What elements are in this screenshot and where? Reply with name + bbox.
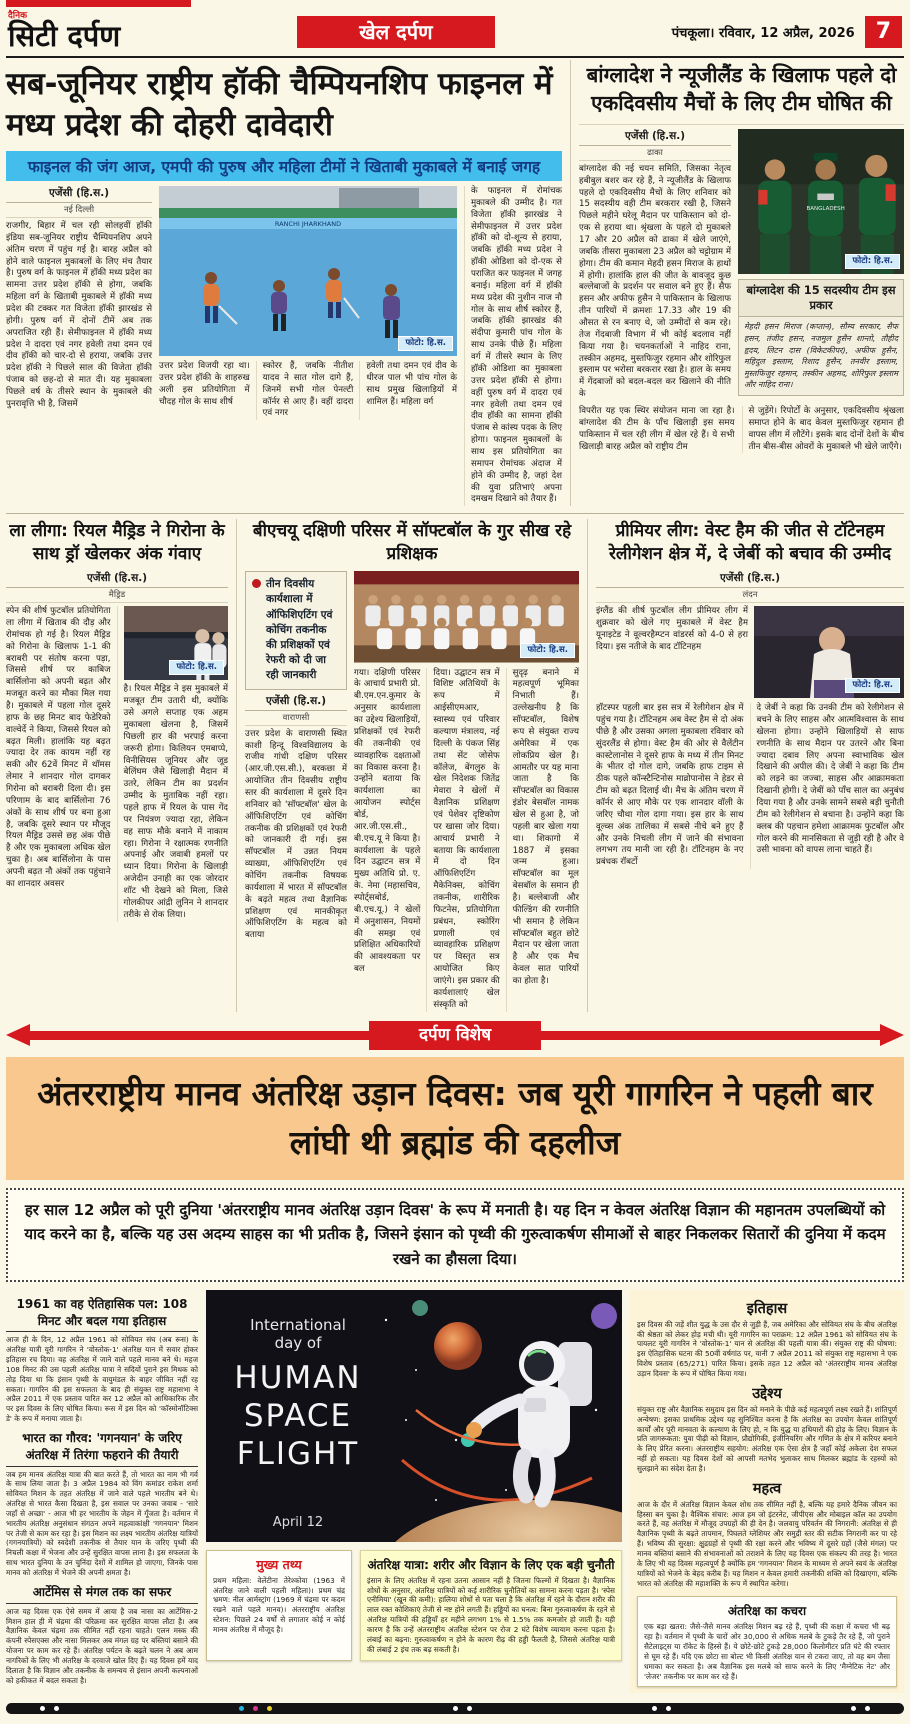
hockey-photo-art — [159, 186, 457, 356]
team-box-title: बांग्लादेश की 15 सदस्यीय टीम इस प्रकार — [739, 280, 903, 317]
poster-line2: day of — [274, 1333, 322, 1352]
bangladesh-col-right — [738, 129, 904, 401]
middle-articles-row — [6, 513, 904, 1011]
importance-title: महत्व — [752, 1480, 782, 1497]
team-box-list: मेहदी हसन मिराज (कप्तान), सौम्य सरकार, सैफ हसन, तंजीद हसन, नजमुल हुसैन शान्तो, तौहीद हृदय, लिटन दास (विकेटकीपर), अफीफ हुसैन, महिदुल इस्लाम, रिशाद हुसैन, तनवीर इस्लाम, मुस्तफिजुर रहमान, तस्कीन अहमद, शोरिफुल इस्लाम और नाहिद राना। — [744, 322, 898, 390]
poster-big1: HUMAN — [234, 1359, 362, 1396]
premier-headline: प्रीमियर लीग: वेस्ट हैम की जीत से टॉटेनहम रेलीगेशन क्षेत्र में, दे जेबीं को बचाव की उम्मीद — [608, 521, 891, 565]
premier-top-row — [596, 606, 904, 698]
bhu-text-b: गया। दक्षिणी परिसर के आचार्य प्रभारी प्रो. बी.एम.एन.कुमार के अनुसार कार्यशाला का उद्देश्य खिलाड़ियों, प्रशिक्षकों एवं रेफरी की तकनीकी एवं व्यावहारिक दक्षताओं का विकास करना है। उन्होंने बताया कि कार्यशाला का आयोजन स्पोर्ट्स बोर्ड, आर.जी.एस.सी., बी.एच.यू ने किया है। कार्यशाला के पहले दिन उद्घाटन सत्र में मुख्य अतिथि प्रो. ए. के. नेमा (महासचिव, स्पोर्ट्सबोर्ड, बी.एच.यू.) ने खेलों में अनुशासन, नियमों की समझ एवं प्रशिक्षित अधिकारियों की आवश्यकता पर बल — [354, 667, 421, 975]
laliga-headline: ला लीगा: रियल मैड्रिड ने गिरोना के साथ ड्रॉ खेलकर अंक गंवाए — [9, 521, 225, 565]
premier-text-b: दे जेबीं ने कहा कि उनकी टीम को रेलीगेशन से बचने के लिए साहस और आत्मविश्वास के साथ खेलना होगा। उन्होंने खिलाड़ियों से साफ रणनीति के साथ मैदान पर उतरने और बिना ज्यादा दबाव लिए अपना स्वाभाविक खेल दिखाने की अपील की। दे जेबीं ने कहा कि टीम को लड़ने का जज्बा, साहस और आक्रामकता दिखानी होगी। दे जेबीं को पाँच साल का अनुबंध दिया गया है और उनके सामने सबसे बड़ी चुनौती टीम को रेलीगेशन से बचाना है। उन्होंने कहा कि क्लब की पहचान हमेशा आक्रामक फुटबॉल और गोल करने की मानसिकता से जुड़ी रही है और वे उसी भावना को वापस लाना चाहते हैं। — [750, 703, 905, 869]
hockey-photo-credit: फोटो: हि.स. — [398, 336, 453, 351]
hockey-col-left — [6, 186, 152, 506]
bhu-text-a: उत्तर प्रदेश के वाराणसी स्थित काशी हिन्दू विश्वविद्यालय के राजीव गांधी दक्षिण परिसर (आर.जी.एस.सी.), बरकछा में आयोजित तीन दिवसीय राष्ट्रीय स्तर की कार्यशाला में दूसरे दिन शनिवार को 'सॉफ्टबॉल' खेल के ऑफिशिएटिंग एवं कोचिंग तकनीक की प्रशिक्षकों एवं रेफरी को जानकारी दी गई। इस सॉफ्टबॉल में उन्नत नियम व्याख्या, ऑफिशिएटिंग एवं कोचिंग तकनीक विषयक कार्यशाला में भारत में सॉफ्टबॉल के बढ़ते महत्व तथा वैज्ञानिक प्रशिक्षण एवं मानकीकृत ऑफिशिएटिंग के महत्व को बताया — [245, 728, 347, 941]
space-debris-box — [637, 1596, 897, 1687]
space-debris-text: एक बड़ा खतरा: जैसे-जैसे मानव अंतरिक्ष मिशन बढ़ रहे हैं, पृथ्वी की कक्षा में कचरा भी बढ़ रहा है। वर्तमान में पृथ्वी के चारों ओर 30,000 से अधिक मलबे के टुकड़े तैर रहे हैं, जो पुराने सैटेलाइट्स या रॉकेट के हिस्से हैं। ये छोटे-छोटे टुकड़े 28,000 किलोमीटर प्रति घंटे की रफ्तार से घूम रहे हैं। यदि एक छोटा सा बोल्ट भी किसी अंतरिक्ष यान से टकरा जाए, तो वह बम जैसा धमाका कर सकता है। अब वैज्ञानिक इस मलबे को साफ करने के लिए 'मैग्नेटिक नेट' और 'लेजर' तकनीक पर काम कर रहे हैं। — [644, 1622, 890, 1681]
hockey-col-middle — [159, 186, 457, 506]
poster-big3: FLIGHT — [236, 1435, 360, 1472]
red-planet — [434, 1322, 482, 1370]
masthead-title: सिटी दर्पण — [8, 19, 121, 53]
premier-place: लंदन — [596, 588, 904, 603]
special-bottom-boxes — [206, 1550, 622, 1661]
premier-byline: एजेंसी (हि.स.) — [596, 571, 904, 588]
bhu-workshop-photo — [354, 571, 579, 663]
special-content-grid — [6, 1290, 904, 1694]
article-bhu-softball — [236, 519, 588, 1011]
bhu-text-c: दिया। उद्घाटन सत्र में विशिष्ट अतिथियों के रूप में आईसीएमआर, स्वास्थ्य एवं परिवार कल्याण मंत्रालय, नई दिल्ली के पंकज सिंह तथा सेंट जोसेफ कॉलेज, बेंगलुरु के खेल निदेशक जितेंद्र मेवारा ने खेलों में वैज्ञानिक प्रशिक्षण एवं पेशेवर दृष्टिकोण पर खासा जोर दिया। आचार्य प्रभारी ने बताया कि कार्यशाला में दो दिन ऑफिशिएटिंग मैकेनिक्स, कोचिंग तकनीक, शारीरिक फिटनेस, प्रतियोगिता प्रबंधन, स्कोरिंग प्रणाली एवं व्यावहारिक प्रशिक्षण पर विस्तृत सत्र आयोजित किए जाएंगे। इस प्रकार की कार्यशालाएं खेल संस्कृति को — [426, 668, 499, 1012]
history-text: इस दिवस की जड़ें शीत युद्ध के उस दौर से जुड़ी हैं, जब अमेरिका और सोवियत संघ के बीच अंतरिक्ष की श्रेष्ठता को लेकर होड़ मची थी। यूरी गागरिन का पराक्रम: 12 अप्रैल 1961 को सोवियत संघ के पायलट यूरी गागरिन ने 'वोस्तोक-1' यान से अंतरिक्ष की पहली यात्रा की। संयुक्त राष्ट्र की घोषणा: इस ऐतिहासिक घटना की 50वीं वर्षगांठ पर, यानी 7 अप्रैल 2011 को संयुक्त राष्ट्र महासभा ने एक विशेष प्रस्ताव (65/271) पारित किया। इसके तहत 12 अप्रैल को 'अंतरराष्ट्रीय मानव अंतरिक्ष उड़ान दिवस' के रूप में घोषित किया गया। — [637, 1319, 897, 1379]
space-day-poster — [206, 1290, 622, 1542]
hockey-text-b: स्कोरर हैं, जबकि नीतीश यादव ने सात गोल दागे हैं, जिनमें सभी गोल पेनल्टी कॉर्नर से आए हैं। वहीं दादरा एवं नगर — [256, 361, 354, 420]
masthead — [8, 12, 120, 51]
article-laliga — [6, 519, 228, 1011]
darpan-vishesh-banner — [6, 1021, 904, 1050]
hockey-place: नई दिल्ली — [6, 203, 152, 218]
bhu-col-right — [354, 571, 579, 1011]
dot-group-2 — [453, 1706, 472, 1711]
top-articles-row — [6, 58, 904, 506]
key-facts-text: प्रथम महिला: वेलेंटीना तेरेश्कोवा (1963 में अंतरिक्ष जाने वाली पहली महिला)। प्रथम चंद्र भ्रमण: नील आर्मस्ट्रांग (1969 में चंद्रमा पर कदम रखने वाले पहले मानव)। अंतरराष्ट्रीय अंतरिक्ष स्टेशन: पिछले 24 वर्षों से लगातार कोई न कोई मानव अंतरिक्ष में मौजूद है। — [213, 1575, 345, 1635]
laliga-photo — [124, 606, 229, 680]
premier-photo-credit: फोटो: हि.स. — [845, 678, 900, 693]
premier-bottom-columns — [596, 703, 904, 869]
group-row-back-bodies — [365, 605, 563, 626]
bangladesh-body — [579, 129, 904, 401]
hockey-sub-columns — [159, 361, 457, 420]
article-bangladesh-team — [570, 60, 904, 506]
article-hockey-final — [6, 60, 562, 506]
header-right — [672, 16, 902, 48]
bhu-bottom-columns — [354, 668, 579, 1012]
history-title: इतिहास — [746, 1300, 788, 1317]
bangladesh-text-left: बांग्लादेश की नई चयन समिति, जिसका नेतृत्व हबीबुल बशर कर रहे हैं, ने न्यूजीलैंड के खिलाफ पहले दो एकदिवसीय मैचों के लिए शनिवार को 15 सदस्यीय वही टीम बरकरार रखी है, जिसने पिछले महीने घरेलू मैदान पर पाकिस्तान को दो-एक से हराया था। श्रृंखला के पहले दो मुकाबले 17 और 20 अप्रैल को ढाका में खेले जाएंगे, जबकि तीसरा मुकाबला 23 अप्रैल को चट्टोग्राम में होगा। टीम की कमान मेहदी हसन मिराज के हाथों में होगी। हालांकि हाल की जीत के बावजूद कुछ बल्लेबाजों के प्रदर्शन पर सवाल बने हुए हैं। सैफ हसन और अफीफ हुसैन ने पाकिस्तान के खिलाफ तीन पारियों में क्रमशः 17.33 और 19 की औसत से रन बनाए थे, जो उम्मीदों से कम रहे। तेज गेंदबाजी विभाग में भी कोई बदलाव नहीं किया गया है। चयनकर्ताओं ने नाहिद राना, तस्कीन अहमद, मुस्तफिजुर रहमान और शोरिफुल इस्लाम पर भरोसा बरकरार रखा है। हाल के समय में गेंदबाजों को बदल-बदल कर खिलाने की नीति के — [579, 163, 731, 400]
special-headline: अंतरराष्ट्रीय मानव अंतरिक्ष उड़ान दिवस: जब यूरी गागरिन ने पहली बार लांघी थी ब्रह्मांड की दहलीज — [6, 1057, 904, 1180]
bangladesh-headline: बांग्लादेश ने न्यूजीलैंड के खिलाफ पहले दो एकदिवसीय मैचों के लिए टीम घोषित की — [579, 60, 904, 124]
bangladesh-text-a: विपरीत यह एक स्थिर संयोजन माना जा रहा है। बांग्लादेश की टीम के पाँच खिलाड़ी इस समय पाकिस्तान में चल रही लीग में खेल रहे हैं। ये सभी खिलाड़ी बारह अप्रैल को राष्ट्रीय टीम — [579, 405, 735, 452]
bhu-byline: एजेंसी (हि.स.) — [245, 694, 347, 711]
laliga-text-a: स्पेन की शीर्ष फुटबॉल प्रतियोगिता ला लीगा में खिताब की दौड़ और रोमांचक हो गई है। रियल मैड्रिड को गिरोना के खिलाफ 1-1 की बराबरी पर संतोष करना पड़ा, जिससे शीर्ष पर काबिज बार्सिलोना को अपनी बढ़त और मजबूत करने का मौका मिल गया है। मुकाबले में पहला गोल दूसरे हाफ के छह मिनट बाद फेडेरिको वाल्वेर्दे ने किया, जिससे रियल को बढ़त मिली। हालांकि यह बढ़त ज्यादा देर तक कायम नहीं रह सकी और 62वें मिनट में थॉमस लेमार ने शानदार गोल दागकर गिरोना को बराबरी दिला दी। इस परिणाम के बाद बार्सिलोना 76 अंकों के साथ शीर्ष पर बना हुआ है, जबकि दूसरे स्थान पर मौजूद रियल मैड्रिड उससे छह अंक पीछे है और एक मुकाबला अधिक खेल चुका है। अब बार्सिलोना के पास अपनी बढ़त नौ अंकों तक पहुंचाने का शानदार अवसर — [6, 606, 111, 889]
poster-big2: SPACE — [243, 1397, 353, 1434]
bangladesh-byline: एजेंसी (हि.स.) — [579, 129, 731, 146]
hockey-subheadline: फाइनल की जंग आज, एमपी की पुरुष और महिला टीमों ने खिताबी मुकाबले में बनाई जगह — [6, 151, 562, 181]
special-left-text-1: आज ही के दिन, 12 अप्रैल 1961 को सोवियत संघ (अब रूस) के अंतरिक्ष यात्री यूरी गागरिन ने 'वोस्तोक-1' अंतरिक्ष यान में सवार होकर इतिहास रच दिया। वह अंतरिक्ष में जाने वाले पहले मानव बने थे। महज 108 मिनट की उस पहली अंतरिक्ष यात्रा ने सदियों पुराने इस मिथक को तोड़ दिया था कि इंसान पृथ्वी के वायुमंडल के बाहर जीवित नहीं रह सकता। गागरिन की इस सफलता के बाद ही संयुक्त राष्ट्र महासभा ने अप्रैल 2011 में एक प्रस्ताव पारित कर 12 अप्रैल को आधिकारिक तौर पर इस दिवस के लिए घोषित किया। रूस में इस दिन को 'कॉस्मोनॉटिक्स डे' के रूप में मनाया जाता है। — [6, 1335, 198, 1424]
space-challenge-title: अंतरिक्ष यात्रा: शरीर और विज्ञान के लिए एक बड़ी चुनौती — [367, 1557, 615, 1572]
space-debris-title: अंतरिक्ष का कचरा — [727, 1604, 807, 1619]
space-challenge-box — [360, 1550, 622, 1661]
laliga-byline: एजेंसी (हि.स.) — [6, 571, 228, 588]
green-planet — [412, 1300, 428, 1316]
dot-group-4 — [851, 1706, 870, 1711]
hockey-body — [6, 186, 562, 506]
special-center-column — [206, 1290, 622, 1694]
purple-planet — [591, 1303, 617, 1329]
special-section-label: दर्पण विशेष — [369, 1021, 541, 1050]
key-facts-box — [206, 1550, 352, 1661]
dot-group-3 — [652, 1706, 671, 1711]
importance-text: आज के दौर में अंतरिक्ष विज्ञान केवल शोध तक सीमित नहीं है, बल्कि यह हमारे दैनिक जीवन का हिस्सा बन चुका है। वैश्विक संचार: आज हम जो इंटरनेट, जीपीएस और मोबाइल कॉल का उपयोग करते हैं, वह अंतरिक्ष में मौजूद उपग्रहों की ही देन है। जलवायु परिवर्तन की निगरानी: अंतरिक्ष से ही वैज्ञानिक पृथ्वी के बढ़ते तापमान, पिघलते ग्लेशियर और समुद्री स्तर की सटीक निगरानी कर पा रहे हैं। भविष्य की सुरक्षा: क्षुद्रग्रहों से पृथ्वी की रक्षा करने और भविष्य में दूसरे ग्रहों (जैसे मंगल) पर मानव बस्तियां बसाने की संभावनाओं को तराशने के लिए यह दिवस एक संकल्प की तरह है। भारत के लिए भी यह दिवस महत्वपूर्ण है क्योंकि हम 'गगनयान' मिशन के माध्यम से अपने स्वयं के अंतरिक्ष यात्रियों को भेजने के बेहद करीब हैं। यह मिशन न केवल हमारी तकनीकी शक्ति को दिखाएगा, बल्कि भारत को अंतरिक्ष की महाशक्ति के रूप में स्थापित करेगा। — [637, 1499, 897, 1588]
special-left-column — [6, 1290, 198, 1694]
premier-text-a: हॉटस्पर पहली बार इस सत्र में रेलीगेशन क्षेत्र में पहुंच गया है। टॉटिनहम अब वेस्ट हैम से दो अंक पीछे है और उसका अगला मुकाबला रविवार को सुंदरलैंड से होगा। वेस्ट हैम की ओर से वैलेंटीन कास्टेलानोस ने दूसरे हाफ के मध्य में तीन मिनट के भीतर दो गोल दागे, जबकि हाफ टाइम से ठीक पहले कॉन्स्टैन्टिनोस माव्रोपानोस ने हेडर से टीम को बढ़त दिलाई थी। मैच के अंतिम चरण में कॉर्नर से आए मौके पर एक शानदार वॉली के जरिए चौथा गोल दागा गया। इस हार के साथ वूल्व्स अंक तालिका में सबसे नीचे बने हुए हैं और उनके निचली लीग में जाने की संभावना लगभग तय मानी जा रही है। टॉटिनहम के नए प्रबंधक रॉबर्टो — [596, 703, 744, 868]
bangladesh-text-b: से जुड़ेंगे। रिपोर्टों के अनुसार, एकदिवसीय श्रृंखला समाप्त होने के बाद केवल मुस्तफिजुर रहमान ही वापस लीग में लौटेंगे। इसके बाद दोनों देशों के बीच तीन बीस-बीस ओवरों के मुकाबले भी खेले जाएँगे। — [742, 406, 905, 453]
bangladesh-photo-credit: फोटो: हि.स. — [845, 254, 900, 269]
hockey-text-right: के फाइनल में रोमांचक मुकाबले की उम्मीद है। गत विजेता हॉकी झारखंड ने सेमीफाइनल में उत्तर प्रदेश हॉकी को दो-शून्य से हराया, जबकि हॉकी मध्य प्रदेश ने हॉकी ओडिशा को दो-एक से पराजित कर फाइनल में जगह बनाई। महिला वर्ग में हॉकी मध्य प्रदेश की नुशीन नाज नौ गोल के साथ शीर्ष स्कोरर हैं, जबकि हॉकी झारखंड की संदीपा कुमारी पांच गोल के साथ उनके पीछे हैं। महिला वर्ग में तीसरे स्थान के लिए हॉकी ओडिशा का मुकाबला उत्तर प्रदेश हॉकी से होगा। वहीं पुरुष वर्ग में दादरा एवं नगर हवेली तथा दमन एवं दीव हॉकी का सामना हॉकी पंजाब से कांस्य पदक के लिए होगा। फाइनल मुकाबलों के साथ इस प्रतियोगिता का समापन रोमांचक अंदाज में होने की उम्मीद है, जहां देश की युवा प्रतिभाएं अपना दमखम दिखाने को तैयार हैं। — [464, 186, 562, 506]
article-premier-league — [596, 519, 904, 1011]
premier-intro-text: इंग्लैंड की शीर्ष फुटबॉल लीग प्रीमियर लीग में शुक्रवार को खेले गए मुकाबले में वेस्ट हैम यूनाइटेड ने वूल्वरहैम्प्टन वांडरर्स को 4-0 से हरा दिया। इस नतीजे के बाद टॉटिनहम — [596, 606, 748, 652]
bangladesh-team-photo — [738, 129, 904, 275]
laliga-col-right — [117, 606, 229, 922]
hockey-text-c: हवेली तथा दमन एवं दीव के धीरज पाल भी पांच गोल के साथ प्रमुख खिलाड़ियों में शामिल हैं। महिला वर्ग — [359, 361, 457, 420]
bangladesh-place: ढाका — [579, 146, 731, 161]
laliga-text-b: है। रियल मैड्रिड ने इस मुकाबले में मजबूत टीम उतारी थी, क्योंकि उसे अगले सप्ताह एक अहम मुकाबला खेलना है, जिसमें पिछली हार की भरपाई करना जरूरी होगा। किलियन एमबाप्पे, विनीसियस जूनियर और जूड बेलिंघम जैसे खिलाड़ी मैदान में उतरे, लेकिन टीम का प्रदर्शन उम्मीद के मुताबिक नहीं रहा। पहले हाफ में रियल के पास गेंद पर नियंत्रण ज्यादा रहा, लेकिन वह साफ मौके बनाने में नाकाम रहा। गिरोना ने रक्षात्मक रणनीति अपनाई और जवाबी हमलों पर ध्यान दिया। गिरोना के खिलाड़ी अजेदीन उनाही का एक जोरदार शॉट भी देखने को मिला, जिसे गोलकीपर आंद्री लुनिन ने शानदार तरीके से रोक लिया। — [123, 684, 228, 920]
bhu-headline: बीएचयू दक्षिणी परिसर में सॉफ्टबॉल के गुर सीख रहे प्रशिक्षक — [252, 521, 572, 565]
hockey-board-text: RANCHI JHARKHAND — [274, 220, 342, 229]
purpose-text: संयुक्त राष्ट्र और वैज्ञानिक समुदाय इस दिन को मनाने के पीछे कई महत्वपूर्ण लक्ष्य रखते हैं। शांतिपूर्ण अन्वेषण: इसका प्राथमिक उद्देश्य यह सुनिश्चित करना है कि अंतरिक्ष का उपयोग केवल शांतिपूर्ण कार्यों और पूरी मानवता के कल्याण के लिए हो, न कि युद्ध या हथियारों की होड़ के लिए। विज्ञान के प्रति जागरूकता: युवा पीढ़ी को विज्ञान, प्रौद्योगिकी, इंजीनियरिंग और गणित के क्षेत्र में करियर बनाने के लिए प्रेरित करना। अंतरराष्ट्रीय सहयोग: अंतरिक्ष एक ऐसा क्षेत्र है जहाँ कोई अकेला देश सफल नहीं हो सकता। यह दिवस देशों को आपसी मतभेद भुलाकर साथ मिलकर ब्रह्मांड के रहस्यों को सुलझाने का संदेश देता है। — [637, 1404, 897, 1473]
hockey-headline: सब-जूनियर राष्ट्रीय हॉकी चैम्पियनशिप फाइनल में मध्य प्रदेश की दोहरी दावेदारी — [6, 66, 553, 143]
banner-bar-left — [30, 1031, 369, 1040]
left-arrow-icon — [6, 1024, 30, 1046]
banner-bar-right — [541, 1031, 880, 1040]
top-red-strip — [6, 0, 191, 7]
hockey-text-left: राजगीर, बिहार में चल रही सोलहवीं हॉकी इंडिया सब-जूनियर राष्ट्रीय चैम्पियनशिप अपने अंतिम चरण में पहुंच गई है। बारह अप्रैल को होने वाले फाइनल मुकाबलों के लिए मंच तैयार है। पुरुष वर्ग के फाइनल में हॉकी मध्य प्रदेश का सामना उत्तर प्रदेश हॉकी से होगा, जबकि महिला वर्ग के खिताबी मुकाबले में हॉकी मध्य प्रदेश की टक्कर गत विजेता हॉकी झारखंड से होगी। पुरुष वर्ग में दोनों टीमें अब तक अपराजित रही हैं। सेमीफाइनल में हॉकी मध्य प्रदेश ने दादरा एवं नगर हवेली तथा दमन एवं दीव हॉकी को चार-दो से हराया, जबकि उत्तर प्रदेश हॉकी ने पिछले साल की विजेता हॉकी पंजाब को छह-दो से मात दी। यह मुकाबला पिछले वर्ष के तीसरे स्थान के मुकाबले की पुनरावृत्ति भी है, जिसमें — [6, 221, 152, 409]
purpose-title: उद्देश्य — [752, 1385, 782, 1402]
page-number-badge: 7 — [865, 16, 902, 48]
bhu-photo-credit: फोटो: हि.स. — [520, 643, 575, 658]
special-left-title-1: 1961 का वह ऐतिहासिक पल: 108 मिनट और बदल गया इतिहास — [6, 1293, 198, 1333]
special-left-title-2: भारत का गौरव: 'गगनयान' के जरिए अंतरिक्ष में तिरंगा फहराने की तैयारी — [6, 1427, 198, 1467]
special-left-text-2: जब हम मानव अंतरिक्ष यात्रा की बात करते हैं, तो भारत का नाम भी गर्व के साथ लिया जाता है। 3 अप्रैल 1984 को विंग कमांडर राकेश शर्मा सोवियत मिशन के तहत अंतरिक्ष में जाने वाले पहले भारतीय बने थे। अंतरिक्ष से भारत कैसा दिखता है, इस सवाल पर उनका जवाब - 'सारे जहाँ से अच्छा' - आज भी हर भारतीय के जेहन में गूँजता है। वर्तमान में भारतीय अंतरिक्ष अनुसंधान संगठन अपने महत्वाकांक्षी 'गगनयान' मिशन पर तेजी से काम कर रहा है। इस मिशन का लक्ष्य भारतीय अंतरिक्ष यात्रियों (गगनयात्रियों) को स्वदेशी तकनीक से तैयार यान के जरिए पृथ्वी की निचली कक्षा में भेजना और उन्हें सुरक्षित वापस लाना है। इस सफलता के साथ भारत दुनिया के उन चुनिंदा देशों में शामिल हो जाएगा, जिनके पास मानव को अंतरिक्ष में भेजने की अपनी क्षमता है। — [6, 1469, 198, 1578]
key-facts-title: मुख्य तथ्य — [256, 1556, 302, 1572]
poster-line1: International — [250, 1315, 346, 1334]
dateline: पंचकूला। रविवार, 12 अप्रैल, 2026 — [671, 25, 855, 41]
bangladesh-team-box — [738, 279, 904, 396]
right-arrow-icon — [880, 1024, 904, 1046]
jersey-text: BANGLADESH — [806, 205, 845, 212]
bhu-place: वाराणसी — [245, 711, 347, 726]
space-challenge-text: इंसान के लिए अंतरिक्ष में रहना उतना आसान नहीं है जितना फिल्मों में दिखता है। वैज्ञानिक शोधों के अनुसार, अंतरिक्ष यात्रियों को कई शारीरिक चुनौतियों का सामना करना पड़ता है। 'स्पेस एनीमिया' (खून की कमी): हालिया शोधों से पता चला है कि अंतरिक्ष में रहने के दौरान शरीर की लाल रक्त कोशिकाएं तेजी से नष्ट होने लगती हैं। हड्डियों का घनत्व: बिना गुरुत्वाकर्षण के रहने से अंतरिक्ष यात्रियों की हड्डियाँ हर महीने लगभग 1% से 1.5% तक कमजोर हो जाती हैं। यही कारण है कि उन्हें अंतरराष्ट्रीय अंतरिक्ष स्टेशन पर रोज 2 घंटे विशेष व्यायाम करना पड़ता है। लंबाई का बढ़ना: गुरुत्वाकर्षण न होने के कारण रीढ़ की हड्डी फैलती है, जिससे अंतरिक्ष यात्री की लंबाई 2 इंच तक बढ़ सकती है। — [367, 1575, 615, 1654]
color-bar-icons — [239, 1706, 272, 1711]
print-registration-bar — [6, 1703, 904, 1714]
bhu-highlight-box — [245, 571, 347, 690]
page-header — [6, 7, 904, 58]
bhu-highlight-text: तीन दिवसीय कार्यशाला में ऑफिशिएटिंग एवं कोचिंग तकनीक की प्रशिक्षकों एवं रेफरी को दी जा रही जानकारी — [266, 578, 333, 682]
special-intro: हर साल 12 अप्रैल को पूरी दुनिया 'अंतरराष्ट्रीय मानव अंतरिक्ष उड़ान दिवस' के रूप में मनाती है। यह दिन न केवल अंतरिक्ष विज्ञान की महानतम उपलब्धियों को याद करने का है, बल्कि यह उस अदम्य साहस का भी प्रतीक है, जिसने इंसान को पृथ्वी की गुरुत्वाकर्षण सीमाओं से बाहर निकलकर सितारों की दुनिया में कदम रखने का हौसला दिया। — [6, 1188, 904, 1282]
premier-photo — [754, 606, 904, 698]
bangladesh-bottom-columns — [579, 406, 904, 453]
hockey-text-a: उत्तर प्रदेश विजयी रहा था। उत्तर प्रदेश हॉकी के शाहरुख अली इस प्रतियोगिता में चौदह गोल के साथ शीर्ष — [159, 361, 250, 407]
bullet-icon — [252, 579, 261, 588]
bhu-text-d: सुदृढ़ बनाने में महत्वपूर्ण भूमिका निभाती हैं। उल्लेखनीय है कि सॉफ्टबॉल, विशेष रूप से संयुक्त राज्य अमेरिका में एक लोकप्रिय खेल है। आमतौर पर यह माना जाता है कि सॉफ्टबॉल का विकास इंडोर बेसबॉल नामक खेल से हुआ है, जो पहली बार खेला गया था। शिकागो में 1887 में इसका जन्म हुआ। सॉफ्टबॉल का मूल बेसबॉल के समान ही है। बल्लेबाजी और फील्डिंग की रणनीति भी समान है लेकिन सॉफ्टबॉल बहुत छोटे मैदान पर खेला जाता है और एक मैच केवल सात पारियों का होता है। — [506, 668, 579, 1012]
laliga-body — [6, 606, 228, 922]
bhu-body — [245, 571, 579, 1011]
dot-group-1 — [40, 1706, 59, 1711]
section-banner: खेल दर्पण — [297, 16, 494, 48]
special-right-column — [630, 1290, 904, 1694]
special-left-text-3: आज यह दिवस एक ऐसे समय में आया है जब नासा का आर्टेमिस-2 मिशन हाल ही में चंद्रमा की परिक्रमा कर सुरक्षित वापस लौटा है। अब वैज्ञानिक केवल चंद्रमा तक सीमित नहीं रहना चाहते। एलन मस्क की कंपनी स्पेसएक्स और नासा मिलकर अब मंगल ग्रह पर बस्तियां बसाने की योजना पर काम कर रहे हैं। अंतरिक्ष पर्यटन के बढ़ते चलन ने अब आम नागरिकों के लिए भी अंतरिक्ष के दरवाजे खोल दिए हैं। यह दिवस हमें याद दिलाता है कि विज्ञान और तकनीक के समन्वय से इंसान अपनी कल्पनाओं को हकीकत में बदल सकता है। — [6, 1606, 198, 1685]
hockey-match-photo — [159, 186, 457, 356]
hockey-byline: एजेंसी (हि.स.) — [6, 186, 152, 203]
darpan-vishesh-section — [6, 1021, 904, 1694]
poster-date: April 12 — [272, 1514, 324, 1530]
bhu-col-left — [245, 571, 347, 1011]
masthead-edition-label: दैनिक — [8, 11, 28, 21]
bangladesh-col-left — [579, 129, 731, 401]
laliga-place: मैड्रिड — [6, 588, 228, 603]
group-row-back — [368, 595, 561, 605]
special-left-title-3: आर्टेमिस से मंगल तक का सफर — [6, 1581, 198, 1604]
laliga-photo-credit: फोटो: हि.स. — [169, 660, 224, 675]
bangladesh-photo-art — [738, 129, 904, 275]
